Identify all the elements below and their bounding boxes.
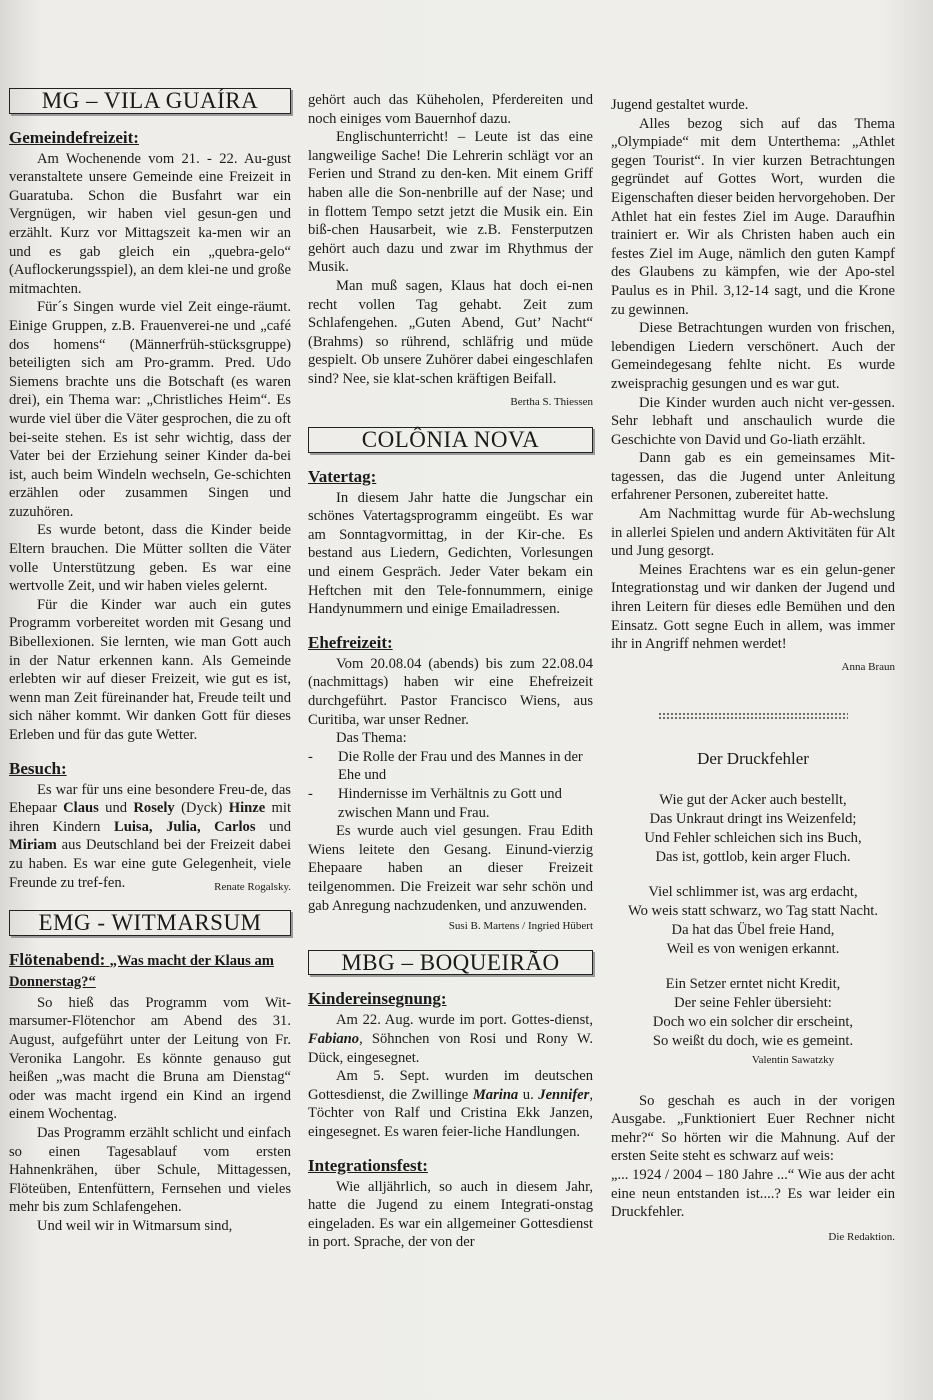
heading-besuch: Besuch: xyxy=(9,758,67,778)
heading-gemeindefreizeit: Gemeindefreizeit: xyxy=(9,127,139,147)
paragraph: Das Programm erzählt schlicht und einfach so einen Tagesablauf vom ersten Hahnenkrähen, über Schule, Mittagessen, Flöteüben, Entenfüttern, Fernsehen und vieles mehr bis zum Schlafengehen. xyxy=(9,1124,291,1216)
column-2 xyxy=(308,91,593,1252)
paragraph: In diesem Jahr hatte die Jungschar ein schönes Vatertagsprogramm eingeübt. Es war am Sonntagvormittag, in der Kir-che. Es bestand aus Liedern, Gedichten, Vorlesungen und einem Gespräch. Jeder Vater bekam ein Heftchen mit den Tele-fonnummern, einige Handynummern und einige Emailadressen. xyxy=(308,489,593,618)
name-miriam: Miriam xyxy=(9,837,57,854)
paragraph-besuch: Es war für uns eine besondere Freu-de, das Ehepaar Claus und Rosely (Dyck) Hinze mit ihren Kindern Luisa, Julia, Carlos und Miriam aus Deutschland bei der Freizeit dabei zu haben. Es war eine gute Gelegenheit, viele Freunde zu tref-fen. Renate Rogalsky. xyxy=(9,781,291,893)
heading-kindereinsegnung: Kindereinsegnung: xyxy=(308,989,447,1009)
author-signature: Renate Rogalsky. xyxy=(214,880,291,893)
paragraph: Diese Betrachtungen wurden von frischen, lebendigen Liedern verschönert. Auch der Gemeindegesang fehlte nicht. Es wurde zweisprachig gesungen und es war gut. xyxy=(611,320,895,392)
paragraph: Für die Kinder war auch ein gutes Programm vorbereitet worden mit Gesang und Bibellexionen. Sie lernten, wie man Gott auch in der Natur erkennen kann. Als Gemeinde erlebten wir auf dieser Freizeit, wie gut es ist, wenn man Zeit füreinander hat, Freude teilt und sich näher kommt. Wir danken Gott für dieses Erleben und für das gute Wetter. xyxy=(9,596,291,743)
poem-verse: Ein Setzer erntet nicht Kredit, Der seine Fehler übersieht: Doch wo ein solcher dir erscheint, So weißt du doch, wie es gemeint. xyxy=(652,976,854,1049)
author-signature: Die Redaktion. xyxy=(828,1230,895,1243)
list-item: - Die Rolle der Frau und des Mannes in der Ehe und xyxy=(308,748,583,784)
column-3 xyxy=(611,96,895,1246)
names-children: Luisa, Julia, Carlos xyxy=(114,818,256,835)
heading-floetenabend: Flötenabend: „Was macht der Klaus am Donnerstag?“ xyxy=(9,949,274,990)
paragraph: Am Nachmittag wurde für Ab-wechslung in allerlei Spielen und andern Aktivitäten für Alt und Jung gesorgt. xyxy=(611,506,895,560)
section-title-witmarsum: EMG - WITMARSUM xyxy=(9,910,291,936)
heading-integrationsfest: Integrationsfest: xyxy=(308,1155,428,1175)
paragraph: „... 1924 / 2004 – 180 Jahre ...“ Wie aus der acht eine neun entstanden ist....? Es war leider ein Druckfehler. xyxy=(611,1166,895,1221)
name-rosely: Rosely xyxy=(133,800,175,817)
paragraph: Meines Erachtens war es ein gelun-gener Integrationstag und wir danken der Jugend und ihren Leitern für dieses edle Bemühen und den Einsatz. Gott segne Euch in allem, was immer ihr in Angriff nehmen werdet! xyxy=(611,561,895,653)
paragraph: Es wurde auch viel gesungen. Frau Edith Wiens leitete den Gesang. Einund-vierzig Ehepaare haben an dieser Freizeit teilgenommen. Die Freizeit war sehr schön und gab Anregung nachzudenken, und anzuwenden. xyxy=(308,823,593,914)
heading-vatertag: Vatertag: xyxy=(308,466,377,486)
name-hinze: Hinze xyxy=(228,800,266,817)
section-title-boqueirao: MBG – BOQUEIRÃO xyxy=(308,950,593,976)
name-claus: Claus xyxy=(63,800,99,817)
poem-verse: Viel schlimmer ist, was arg erdacht, Wo weis statt schwarz, wo Tag statt Nacht. Da hat das Übel freie Hand, Weil es von wenigen erkannt. xyxy=(627,884,879,957)
paragraph: Die Kinder wurden auch nicht ver-gessen. Sehr lebhaft und anschaulich wurde die Geschichte von David und Go-liath erzählt. xyxy=(611,394,895,448)
paragraph: Am 5. Sept. wurden im deutschen Gottesdienst, die Zwillinge Marina u. Jennifer, Töchter von Ralf und Cristina Ekk Janzen, eingesegnet. Es waren feier-liche Handlungen. xyxy=(308,1068,593,1140)
paragraph: gehört auch das Küheholen, Pferdereiten und noch einiges vom Bauernhof dazu. xyxy=(308,92,593,127)
poem-title: Der Druckfehler xyxy=(697,749,809,769)
paragraph: Es wurde betont, dass die Kinder beide Eltern brauchen. Die Mütter sollten die Väter volle Unterstützung geben. Es war eine wertvolle Zeit, und wir haben vieles gelernt. xyxy=(9,522,291,595)
name-fabiano: Fabiano xyxy=(308,1030,360,1047)
paragraph: Vom 20.08.04 (abends) bis zum 22.08.04 (nachmittags) haben wir eine Ehefreizeit durchgeführt. Pastor Francisco Wiens, aus Curitiba, war unser Redner. xyxy=(308,655,593,728)
paragraph: Und weil wir in Witmarsum sind, xyxy=(37,1217,233,1234)
paragraph: Am Wochenende vom 21. - 22. Au-gust veranstaltete unsere Gemeinde eine Freizeit in Guaratuba. Schon die Busfahrt war ein Vergnügen, wir haben viel gesun-gen und erzählt. Kurz vor Mittagszeit ka-men wir an und es gab gleich ein „quebra-gelo“ (Auflockerungsspiel), an dem klei-ne und große mitmachten. xyxy=(9,150,291,297)
paragraph: Alles bezog sich auf das Thema „Olympiade“ mit dem Unterthema: „Athlet gegen Tourist“. In vier kurzen Betrachtungen gegründet auf Gottes Wort, wurden die Eigenschaften dieser beiden hervorgehoben. Der Athlet hat ein festes Ziel im Auge. Daraufhin trainiert er. Wir als Christen haben auch ein festes Ziel im Auge, nämlich den guten Kampf des Glaubens zu kämpfen, wie der Apo-stel Paulus es in Phil. 3,12-14 sagt, und die Krone zu gewinnen. xyxy=(611,115,895,318)
paragraph: Jugend gestaltet wurde. xyxy=(611,97,749,113)
section-title-vila-guaira: MG – VILA GUAÍRA xyxy=(9,88,291,114)
dash-bullet: - xyxy=(308,748,313,765)
poem-author: Valentin Sawatzky xyxy=(751,1054,835,1066)
paragraph: Dann gab es ein gemeinsames Mit-tagessen, das die Jugend unter Anleitung erfahrener Personen, zubereitet hatte. xyxy=(611,450,895,504)
dotted-divider xyxy=(658,712,848,720)
paragraph: Für´s Singen wurde viel Zeit einge-räumt. Einige Gruppen, z.B. Frauenverei-ne und „café dos homens“ (Männerfrüh-stücksgruppe) beteiligten sich am Pro-gramm. Pred. Udo Siemens brachte uns die Botschaft (es waren drei), ein Thema war: „Christliches Heim“. Es wurde viel über die Väter gesprochen, die zu oft bei-seite stehen. Es ist sehr wichtig, dass der Vater bei der Erziehung seiner Kinder da-bei ist, auch beim Windeln wechseln, Ge-schichten erzählen oder zusammen Singen und zuzuhören. xyxy=(9,299,291,520)
paragraph: Wie alljährlich, so auch in diesem Jahr, hatte die Jugend zu einem Integrati-onstag eingeladen. Es war ein allgemeiner Gottesdienst in port. Sprache, der von der xyxy=(308,1178,593,1251)
name-jennifer: Jennifer xyxy=(538,1086,590,1103)
list-item: - Hindernisse im Verhältnis zu Gott und zwischen Mann und Frau. xyxy=(308,786,562,821)
author-signature: Anna Braun xyxy=(841,660,895,673)
name-marina: Marina xyxy=(472,1086,519,1103)
paragraph: Am 22. Aug. wurde im port. Gottes-dienst, Fabiano, Söhnchen von Rosi und Rony W. Dück, eingesegnet. xyxy=(308,1012,593,1066)
heading-ehefreizeit: Ehefreizeit: xyxy=(308,632,393,652)
dash-bullet: - xyxy=(308,786,313,802)
poem-verse: Wie gut der Acker auch bestellt, Das Unkraut dringt ins Weizenfeld; Und Fehler schleichen sich ins Buch, Das ist, gottlob, kein arger Fluch. xyxy=(644,792,862,865)
column-1 xyxy=(9,88,291,1235)
paragraph: Das Thema: xyxy=(336,730,407,747)
author-signature: Susi B. Martens / Ingried Hübert xyxy=(448,920,593,933)
author-signature: Bertha S. Thiessen xyxy=(510,395,593,408)
section-title-colonia-nova: COLÔNIA NOVA xyxy=(308,427,593,453)
paragraph: So hieß das Programm vom Wit-marsumer-Flötenchor am Abend des 31. August, aufgeführt unter der Leitung von Fr. Veronika Langohr. Es könnte genauso gut heißen „was macht die Bruna am Dienstag“ oder was macht irgend ein Kind an irgend einem Wochentag. xyxy=(9,994,291,1123)
paragraph: Englischunterricht! – Leute ist das eine langweilige Sache! Die Lehrerin schlägt vor an Ferien und Strand zu den-ken. Mit einem Griff haben alle die Son-nenbrille auf der Nase; und in flottem Tempo setzt jetzt die Musik ein. Ein biß-chen Hausarbeit, wie z.B. Fensterputzen gehört auch dazu und zwar im Rhythmus der Musik. xyxy=(308,129,593,276)
paragraph: So geschah es auch in der vorigen Ausgabe. „Funktioniert Euer Rechner nicht mehr?“ So hörten wir die Mahnung. Auf der ersten Seite steht es schwarz auf weis: xyxy=(611,1092,895,1165)
paragraph: Man muß sagen, Klaus hat doch ei-nen recht vollen Tag gehabt. Zeit zum Schlafengehen. „Guten Abend, Gut’ Nacht“ (Brahms) so rührend, schläfrig und müde gespielt. Ob unsere Zuhörer dabei eingeschlafen sind? Nee, sie klat-schen kräftigen Beifall. Bertha S. Thiessen xyxy=(308,277,593,389)
